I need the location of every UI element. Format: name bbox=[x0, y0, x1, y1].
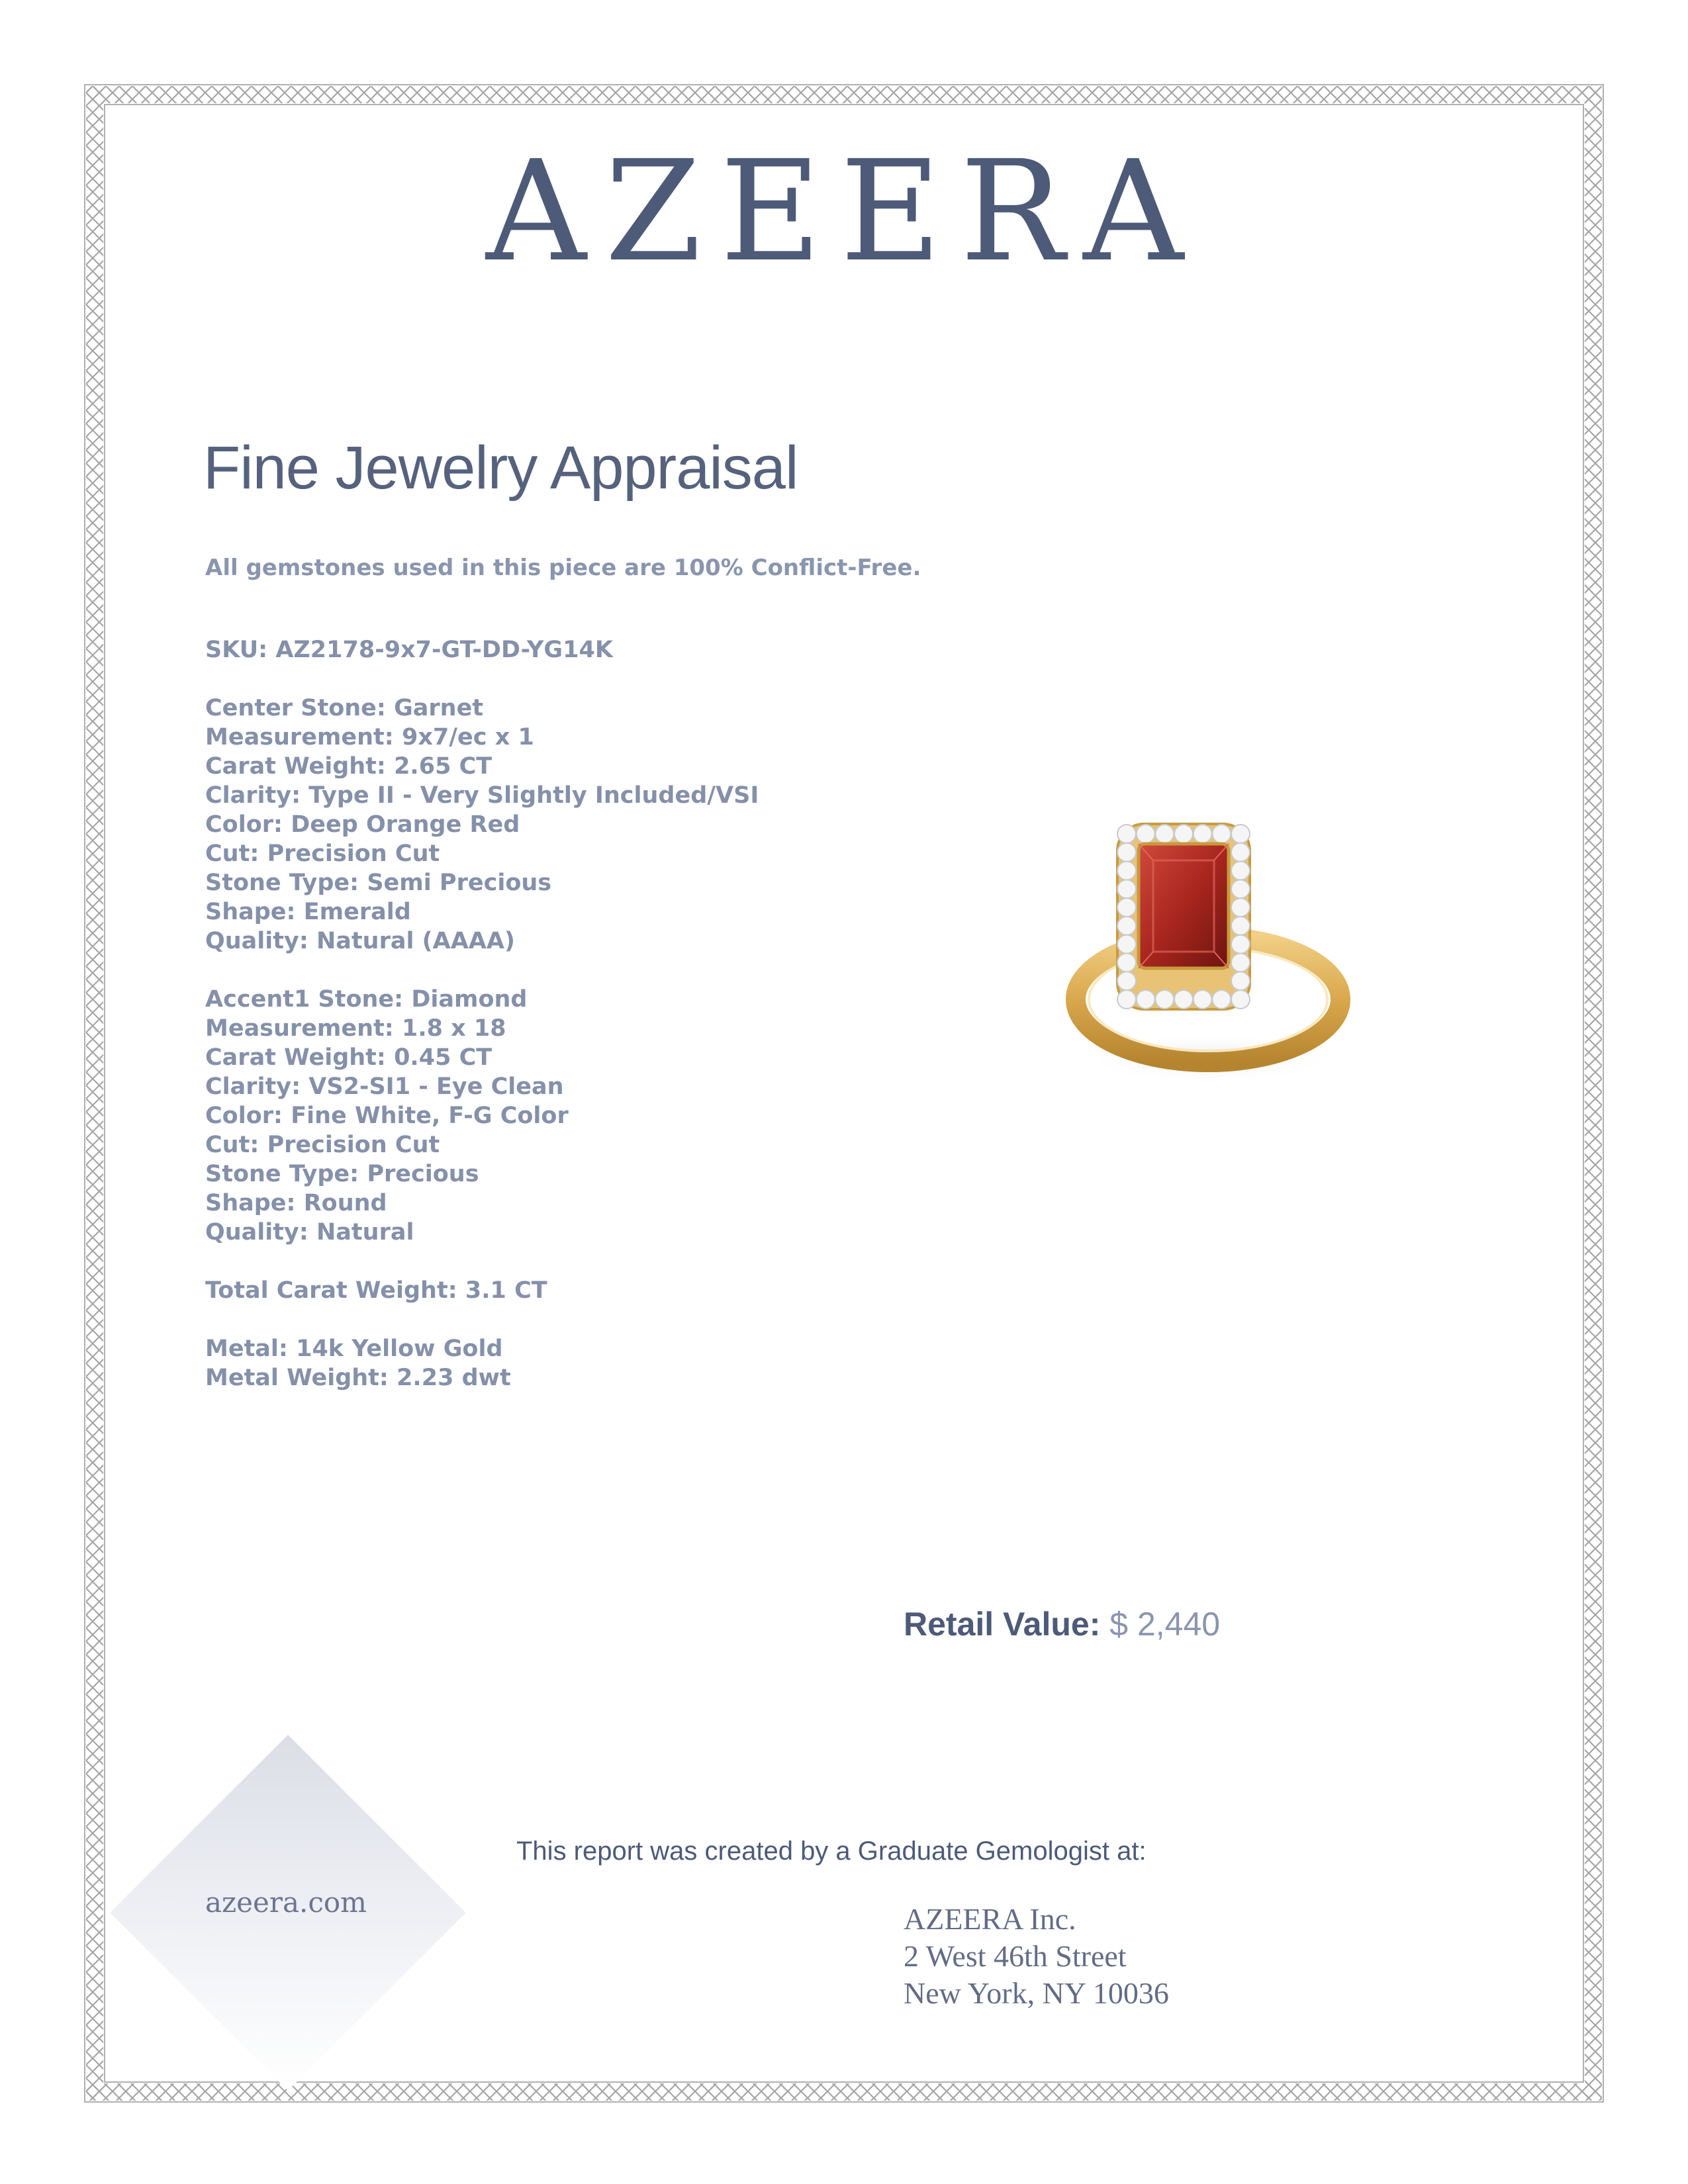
company-name: AZEERA Inc. bbox=[904, 1902, 1076, 1936]
spacer bbox=[205, 1247, 759, 1276]
page-title: Fine Jewelry Appraisal bbox=[203, 434, 798, 502]
center-carat-line: Carat Weight: 2.65 CT bbox=[205, 753, 492, 780]
center-quality-line: Quality: Natural (AAAA) bbox=[205, 928, 515, 954]
halo-diamond bbox=[1117, 843, 1136, 862]
accent-clarity-line: Clarity: VS2-SI1 - Eye Clean bbox=[205, 1073, 564, 1100]
center-cut-line: Cut: Precision Cut bbox=[205, 841, 440, 867]
halo-diamond bbox=[1231, 898, 1250, 917]
center-measurement-line: Measurement: 9x7/ec x 1 bbox=[205, 724, 534, 751]
garnet-halo-ring-image bbox=[1053, 801, 1364, 1112]
halo-diamond bbox=[1231, 880, 1250, 898]
accent-carat-line: Carat Weight: 0.45 CT bbox=[205, 1044, 492, 1071]
accent-stone-type-line: Stone Type: Precious bbox=[205, 1161, 479, 1187]
sku-line: SKU: AZ2178-9x7-GT-DD-YG14K bbox=[205, 637, 613, 663]
street-address: 2 West 46th Street bbox=[904, 1939, 1127, 1973]
conflict-free-note: All gemstones used in this piece are 100% Conflict-Free. bbox=[205, 555, 921, 581]
halo-diamond bbox=[1174, 990, 1193, 1009]
halo-diamond bbox=[1231, 825, 1250, 843]
halo-diamond bbox=[1117, 935, 1136, 954]
halo-diamond bbox=[1117, 972, 1136, 990]
spacer bbox=[205, 1305, 759, 1334]
city-address: New York, NY 10036 bbox=[904, 1976, 1169, 2010]
halo-diamond bbox=[1117, 825, 1136, 843]
halo-diamond bbox=[1231, 935, 1250, 954]
halo-diamond bbox=[1231, 953, 1250, 972]
azeera-logo: AZEERA bbox=[486, 130, 1202, 293]
report-note: This report was created by a Graduate Gemologist at: bbox=[516, 1837, 1147, 1866]
website-text: azeera.com bbox=[205, 1886, 367, 1919]
accent-stone-line: Accent1 Stone: Diamond bbox=[205, 986, 528, 1013]
total-carat-line: Total Carat Weight: 3.1 CT bbox=[205, 1277, 547, 1304]
halo-diamond bbox=[1155, 990, 1174, 1009]
halo-diamond bbox=[1231, 862, 1250, 880]
center-stone-line: Center Stone: Garnet bbox=[205, 695, 484, 721]
halo-diamond bbox=[1231, 972, 1250, 990]
center-shape-line: Shape: Emerald bbox=[205, 899, 411, 925]
halo-diamond bbox=[1212, 990, 1231, 1009]
center-stone-type-line: Stone Type: Semi Precious bbox=[205, 870, 552, 896]
spacer bbox=[205, 664, 759, 694]
retail-value bbox=[904, 1605, 1220, 1643]
metal-line: Metal: 14k Yellow Gold bbox=[205, 1336, 503, 1362]
accent-cut-line: Cut: Precision Cut bbox=[205, 1132, 440, 1158]
spec-list bbox=[205, 635, 759, 1392]
company-address bbox=[904, 1901, 1169, 2012]
halo-diamond bbox=[1137, 825, 1155, 843]
accent-measurement-line: Measurement: 1.8 x 18 bbox=[205, 1015, 506, 1042]
halo-diamond bbox=[1212, 825, 1231, 843]
metal-weight-line: Metal Weight: 2.23 dwt bbox=[205, 1365, 511, 1391]
halo-diamond bbox=[1117, 917, 1136, 935]
halo-diamond bbox=[1231, 843, 1250, 862]
accent-quality-line: Quality: Natural bbox=[205, 1219, 414, 1246]
halo-diamond bbox=[1117, 953, 1136, 972]
spacer bbox=[205, 956, 759, 985]
accent-shape-line: Shape: Round bbox=[205, 1190, 387, 1216]
retail-value-amount: $ 2,440 bbox=[1109, 1606, 1221, 1643]
center-color-line: Color: Deep Orange Red bbox=[205, 811, 520, 838]
center-clarity-line: Clarity: Type II - Very Slightly Included/VSI bbox=[205, 782, 759, 809]
halo-diamond bbox=[1155, 825, 1174, 843]
halo-diamond bbox=[1117, 880, 1136, 898]
halo-diamond bbox=[1231, 917, 1250, 935]
halo-diamond bbox=[1117, 898, 1136, 917]
halo-diamond bbox=[1137, 990, 1155, 1009]
halo-diamond bbox=[1194, 990, 1212, 1009]
retail-value-label: Retail Value: bbox=[904, 1606, 1101, 1643]
halo-diamond bbox=[1117, 990, 1136, 1009]
halo-diamond bbox=[1174, 825, 1193, 843]
halo-diamond bbox=[1117, 862, 1136, 880]
accent-color-line: Color: Fine White, F-G Color bbox=[205, 1103, 569, 1129]
halo-diamond bbox=[1231, 990, 1250, 1009]
halo-diamond bbox=[1194, 825, 1212, 843]
